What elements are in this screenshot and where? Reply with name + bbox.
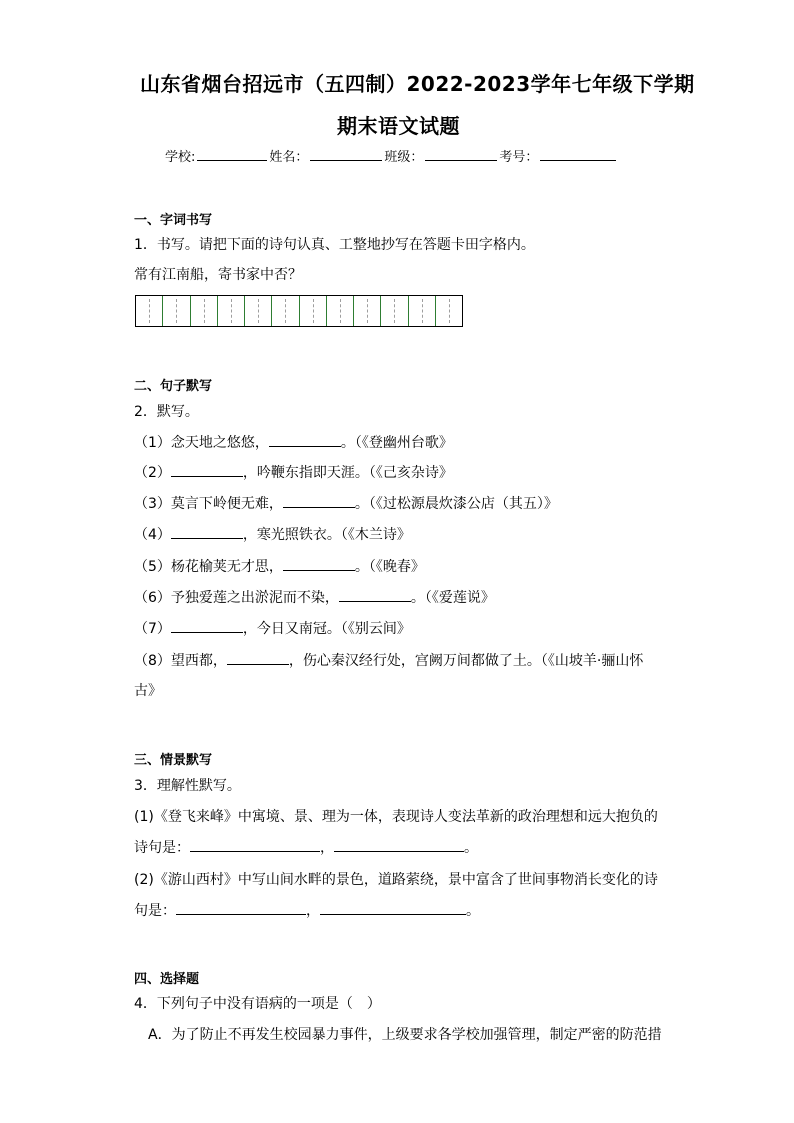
punctuation: 。: [466, 903, 480, 919]
answer-blank[interactable]: [283, 558, 355, 571]
section-heading-2: 二、句子默写: [134, 379, 213, 394]
answer-blank[interactable]: [171, 620, 243, 633]
option-a[interactable]: A．为了防止不再发生校园暴力事件，上级要求各学校加强管理，制定严密的防范措: [148, 1027, 662, 1043]
dictation-item-6: [134, 587, 495, 607]
question-4: 4．下列句子中没有语病的一项是（ ）: [134, 996, 381, 1012]
punctuation: ，: [320, 840, 334, 856]
item-text: （5）杨花榆荚无才思，: [134, 559, 283, 575]
item-text: 诗句是：: [134, 840, 190, 856]
page-title-line1: 山东省烟台招远市（五四制）2022-2023学年七年级下学期: [140, 72, 695, 96]
answer-blank[interactable]: [176, 902, 306, 915]
grid-cell[interactable]: [136, 296, 163, 326]
answer-blank[interactable]: [334, 839, 464, 852]
school-label: 学校:: [165, 150, 196, 165]
name-field[interactable]: [310, 148, 382, 161]
punctuation: ，: [306, 903, 320, 919]
question-2: 2．默写。: [134, 404, 199, 420]
grid-cell[interactable]: [163, 296, 190, 326]
dictation-item-7: [134, 618, 411, 638]
grid-cell[interactable]: [245, 296, 272, 326]
answer-blank[interactable]: [269, 434, 341, 447]
item-text: （6）予独爱莲之出淤泥而不染，: [134, 590, 339, 606]
item-text: （4）: [134, 527, 171, 543]
grid-cell[interactable]: [354, 296, 381, 326]
page-title-line2: 期末语文试题: [337, 114, 460, 138]
dictation-item-2: [134, 462, 453, 482]
dictation-item-1: [134, 432, 453, 452]
poem-line: 常有江南船，寄书家中否？: [134, 267, 302, 283]
answer-blank[interactable]: [320, 902, 466, 915]
question-3: 3．理解性默写。: [134, 778, 241, 794]
answer-blank[interactable]: [227, 652, 289, 665]
item-source: ，吟鞭东指即天涯。（《己亥杂诗》: [242, 465, 453, 481]
dictation-item-3: [134, 493, 558, 513]
grid-cell[interactable]: [272, 296, 299, 326]
item-source: ，伤心秦汉经行处，宫阙万间都做了土。（《山坡羊·骊山怀: [288, 653, 644, 669]
item-source: 。（《登幽州台歌》: [340, 435, 453, 451]
number-label: 考号：: [499, 150, 539, 165]
comprehension-item-1-answer: [134, 837, 478, 857]
grid-cell[interactable]: [191, 296, 218, 326]
class-field[interactable]: [425, 148, 497, 161]
grid-cell[interactable]: [409, 296, 436, 326]
grid-cell[interactable]: [300, 296, 327, 326]
grid-cell[interactable]: [327, 296, 354, 326]
grid-cell[interactable]: [218, 296, 245, 326]
number-field[interactable]: [540, 148, 616, 161]
item-text: （1）念天地之悠悠，: [134, 435, 269, 451]
answer-blank[interactable]: [283, 495, 355, 508]
dictation-item-8: [134, 650, 643, 670]
writing-grid[interactable]: [135, 295, 463, 327]
section-heading-3: 三、情景默写: [134, 753, 213, 768]
answer-blank[interactable]: [171, 526, 243, 539]
item-text: （2）: [134, 465, 171, 481]
item-text: （7）: [134, 621, 171, 637]
answer-blank[interactable]: [339, 589, 411, 602]
comprehension-item-1: (1)《登飞来峰》中寓境、景、理为一体，表现诗人变法革新的政治理想和远大抱负的: [134, 809, 658, 825]
comprehension-item-2: (2)《游山西村》中写山间水畔的景色，道路萦绕，景中富含了世间事物消长变化的诗: [134, 872, 658, 888]
item-text: 句是：: [134, 903, 176, 919]
item-source: ，今日又南冠。（《别云间》: [242, 621, 411, 637]
punctuation: 。: [464, 840, 478, 856]
item-text: （8）望西都，: [134, 653, 227, 669]
item-source: 。（《过松源晨炊漆公店（其五）》: [354, 496, 558, 512]
class-label: 班级：: [384, 150, 424, 165]
item-source: ，寒光照铁衣。（《木兰诗》: [242, 527, 411, 543]
grid-cell[interactable]: [381, 296, 408, 326]
school-field[interactable]: [197, 148, 267, 161]
name-label: 姓名：: [269, 150, 309, 165]
answer-blank[interactable]: [190, 839, 320, 852]
item-text: （3）莫言下岭便无难，: [134, 496, 283, 512]
grid-cell[interactable]: [436, 296, 462, 326]
dictation-item-5: [134, 556, 425, 576]
item-source: 。（《爱莲说》: [410, 590, 495, 606]
section-heading-4: 四、选择题: [134, 972, 200, 987]
answer-blank[interactable]: [171, 464, 243, 477]
dictation-item-8-cont: 古》: [134, 683, 162, 699]
section-heading-1: 一、字词书写: [134, 213, 213, 228]
dictation-item-4: [134, 524, 411, 544]
comprehension-item-2-answer: [134, 900, 480, 920]
item-source: 。（《晚春》: [354, 559, 425, 575]
question-1: 1．书写。请把下面的诗句认真、工整地抄写在答题卡田字格内。: [134, 237, 535, 253]
student-info-line: [165, 146, 618, 165]
